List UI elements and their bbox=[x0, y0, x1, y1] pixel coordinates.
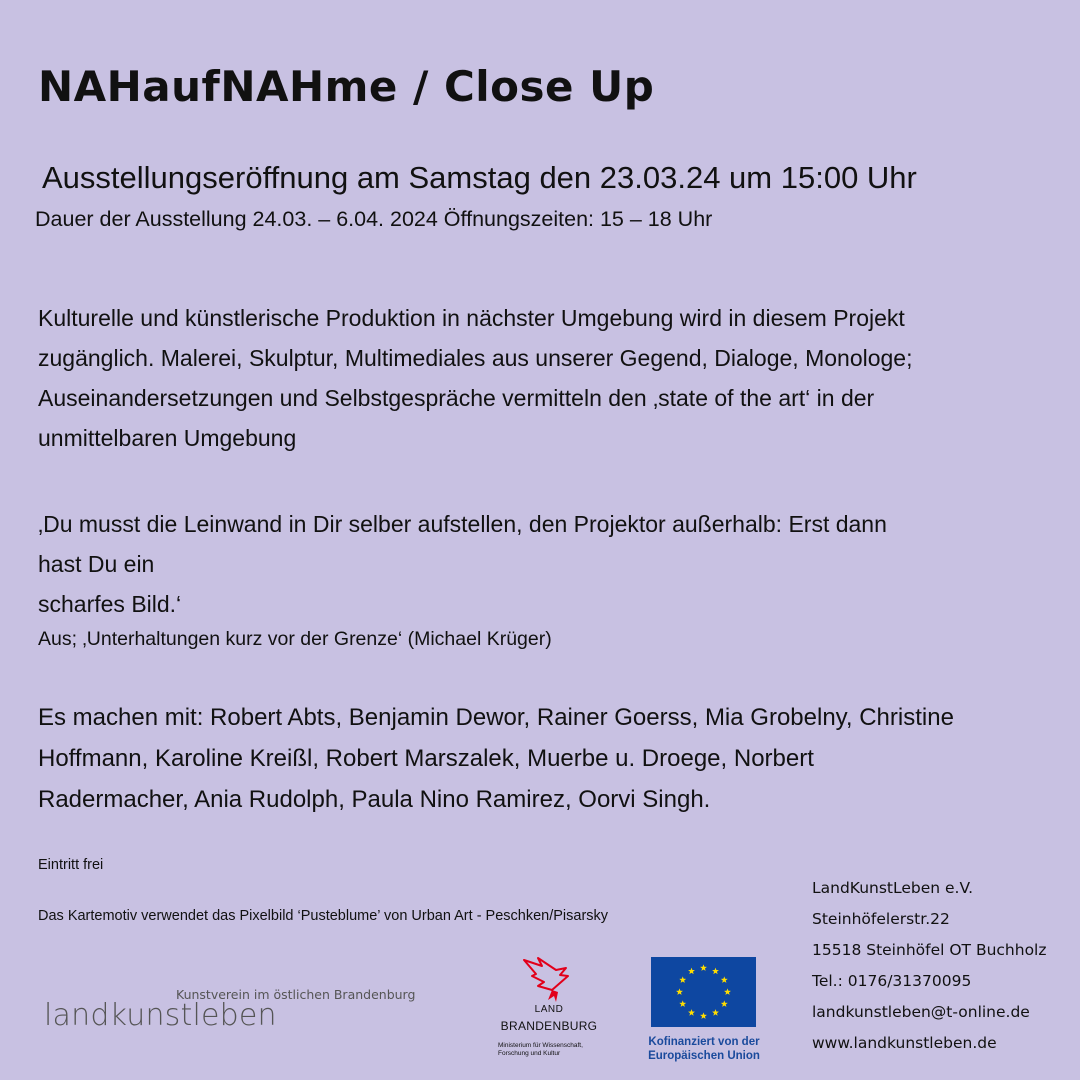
eu-stars-icon bbox=[651, 957, 756, 1027]
contact-city: 15518 Steinhöfel OT Buchholz bbox=[812, 941, 1047, 959]
quote-line: ‚Du musst die Leinwand in Dir selber aufstellen, den Projektor außerhalb: Erst dann bbox=[38, 511, 887, 537]
eu-star-icon bbox=[688, 1009, 695, 1016]
eu-star-icon bbox=[712, 1009, 719, 1016]
participants-line: Radermacher, Ania Rudolph, Paula Nino Ramirez, Oorvi Singh. bbox=[38, 786, 711, 813]
landkunstleben-tagline: Kunstverein im östlichen Brandenburg bbox=[176, 987, 416, 1002]
eu-line: Kofinanziert von der bbox=[648, 1036, 760, 1048]
ministry-line: Ministerium für Wissenschaft, bbox=[498, 1042, 583, 1049]
intro-line: zugänglich. Malerei, Skulptur, Multimediales aus unserer Gegend, Dialoge, Monologe; bbox=[38, 345, 913, 371]
eu-cofunding-label bbox=[636, 1035, 772, 1063]
brandenburg-ministry-label bbox=[498, 1042, 604, 1058]
opening-date: Ausstellungseröffnung am Samstag den 23.03.24 um 15:00 Uhr bbox=[42, 160, 917, 195]
exhibition-duration: Dauer der Ausstellung 24.03. – 6.04. 2024 Öffnungszeiten: 15 – 18 Uhr bbox=[35, 207, 713, 231]
eu-star-icon bbox=[721, 976, 728, 983]
intro-paragraph bbox=[38, 298, 1038, 458]
eu-star-icon bbox=[676, 988, 683, 995]
eu-star-icon bbox=[679, 976, 686, 983]
participants-line: Hoffmann, Karoline Kreißl, Robert Marszalek, Muerbe u. Droege, Norbert bbox=[38, 745, 814, 772]
quote-paragraph bbox=[38, 504, 1038, 624]
eu-flag-icon bbox=[651, 957, 756, 1027]
intro-line: Auseinandersetzungen und Selbstgespräche vermitteln den ‚state of the art‘ in der bbox=[38, 385, 875, 411]
page-title: NAHaufNAHme / Close Up bbox=[38, 62, 655, 111]
image-credit: Das Kartemotiv verwendet das Pixelbild ‘Pusteblume’ von Urban Art - Peschken/Pisarsky bbox=[38, 908, 609, 924]
eu-star-icon bbox=[724, 988, 731, 995]
eu-star-icon bbox=[700, 1012, 707, 1019]
brandenburg-eagle-icon bbox=[508, 956, 590, 1004]
ministry-line: Forschung und Kultur bbox=[498, 1050, 561, 1057]
contact-email[interactable]: landkunstleben@t-online.de bbox=[812, 1003, 1030, 1021]
contact-org: LandKunstLeben e.V. bbox=[812, 879, 974, 897]
eu-star-icon bbox=[700, 964, 707, 971]
eu-line: Europäischen Union bbox=[648, 1050, 760, 1062]
brandenburg-land-label: LAND bbox=[534, 1004, 564, 1015]
contact-block bbox=[812, 873, 1047, 1059]
admission-note: Eintritt frei bbox=[38, 857, 104, 873]
participants-line: Es machen mit: Robert Abts, Benjamin Dewor, Rainer Goerss, Mia Grobelny, Christine bbox=[38, 704, 954, 731]
brandenburg-name-label: BRANDENBURG bbox=[500, 1019, 598, 1033]
intro-line: Kulturelle und künstlerische Produktion in nächster Umgebung wird in diesem Projekt bbox=[38, 305, 905, 331]
quote-line: hast Du ein bbox=[38, 551, 155, 577]
contact-website[interactable]: www.landkunstleben.de bbox=[812, 1034, 997, 1052]
eu-star-icon bbox=[721, 1000, 728, 1007]
quote-line: scharfes Bild.‘ bbox=[38, 591, 182, 617]
intro-line: unmittelbaren Umgebung bbox=[38, 425, 297, 451]
contact-street: Steinhöfelerstr.22 bbox=[812, 910, 950, 928]
eu-star-icon bbox=[712, 968, 719, 975]
landkunstleben-logo: landkunstleben bbox=[44, 998, 277, 1033]
eu-star-icon bbox=[679, 1000, 686, 1007]
participants-paragraph bbox=[38, 697, 1048, 820]
quote-source: Aus; ‚Unterhaltungen kurz vor der Grenze‘ (Michael Krüger) bbox=[38, 628, 552, 650]
eu-star-icon bbox=[688, 968, 695, 975]
contact-phone: Tel.: 0176/31370095 bbox=[812, 972, 972, 990]
